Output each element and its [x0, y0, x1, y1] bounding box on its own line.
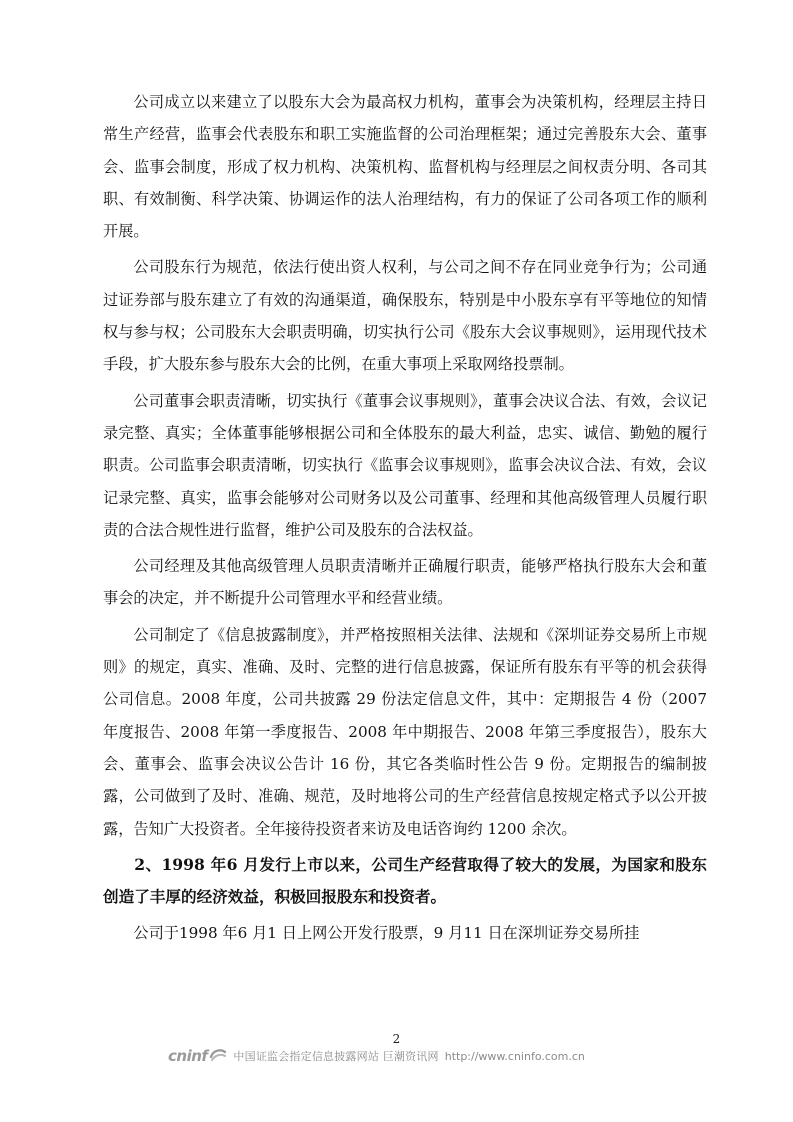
paragraph-listing: 公司于1998 年6 月1 日上网公开发行股票，9 月11 日在深圳证券交易所挂: [133, 924, 640, 943]
paragraph-disclosure: 公司制定了《信息披露制度》，并严格按照相关法律、法规和《深圳证券交易所上市规则》的规定，真实、准确、及时、完整的进行信息披露，保证所有股东有平等的机会获得公司信息。2008 年度，公司共披露 29 份法定信息文件，其中：定期报告 4 份（2007 年度报告、2008 年第一季度报告、2008 年中期报告、2008 年第三季度报告），股东大会、董事会、监事会决议公告计 16 份，其它各类临时性公告 9 份。定期报告的编制披露，公司做到了及时、准确、规范，及时地将公司的生产经营信息按规定格式予以公开披露，告知广大投资者。全年接待投资者来访及电话咨询约 1200 余次。: [103, 625, 707, 838]
paragraph-governance: 公司成立以来建立了以股东大会为最高权力机构，董事会为决策机构，经理层主持日常生产经营，监事会代表股东和职工实施监督的公司治理框架；通过完善股东大会、董事会、监事会制度，形成了权力机构、决策机构、监督机构与经理层之间权责分明、各司其职、有效制衡、科学决策、协调运作的法人治理结构，有力的保证了公司各项工作的顺利开展。: [103, 93, 707, 241]
page-number: 2: [392, 1032, 401, 1046]
paragraph-management: 公司经理及其他高级管理人员职责清晰并正确履行职责，能够严格执行股东大会和董事会的决定，并不断提升公司管理水平和经营业绩。: [103, 557, 707, 608]
document-body: [103, 86, 707, 954]
swirl-logo-icon: [209, 1048, 227, 1065]
section-heading: 2、1998 年6 月发行上市以来，公司生产经营取得了较大的发展，为国家和股东创造了丰厚的经济效益，积极回报股东和投资者。: [103, 854, 707, 907]
footer: [168, 1046, 628, 1066]
paragraph-shareholders: 公司股东行为规范，依法行使出资人权利，与公司之间不存在同业竞争行为；公司通过证券部与股东建立了有效的沟通渠道，确保股东，特别是中小股东享有平等地位的知情权与参与权；公司股东大会职责明确，切实执行公司《股东大会议事规则》，运用现代技术手段，扩大股东参与股东大会的比例，在重大事项上采取网络投票制。: [103, 258, 707, 374]
footer-site-name: 中国证监会指定信息披露网站 巨潮资讯网: [233, 1050, 439, 1063]
paragraph-board: 公司董事会职责清晰，切实执行《董事会议事规则》，董事会决议合法、有效，会议记录完整、真实；全体董事能够根据公司和全体股东的最大利益，忠实、诚信、勤勉的履行职责。公司监事会职责清晰，切实执行《监事会议事规则》，监事会决议合法、有效，会议记录完整、真实，监事会能够对公司财务以及公司董事、经理和其他高级管理人员履行职责的合法合规性进行监督，维护公司及股东的合法权益。: [103, 391, 707, 539]
logo-text: cninf: [168, 1047, 208, 1065]
footer-url-link[interactable]: http://www.cninfo.com.cn: [444, 1049, 585, 1063]
cninfo-logo: [168, 1047, 227, 1065]
